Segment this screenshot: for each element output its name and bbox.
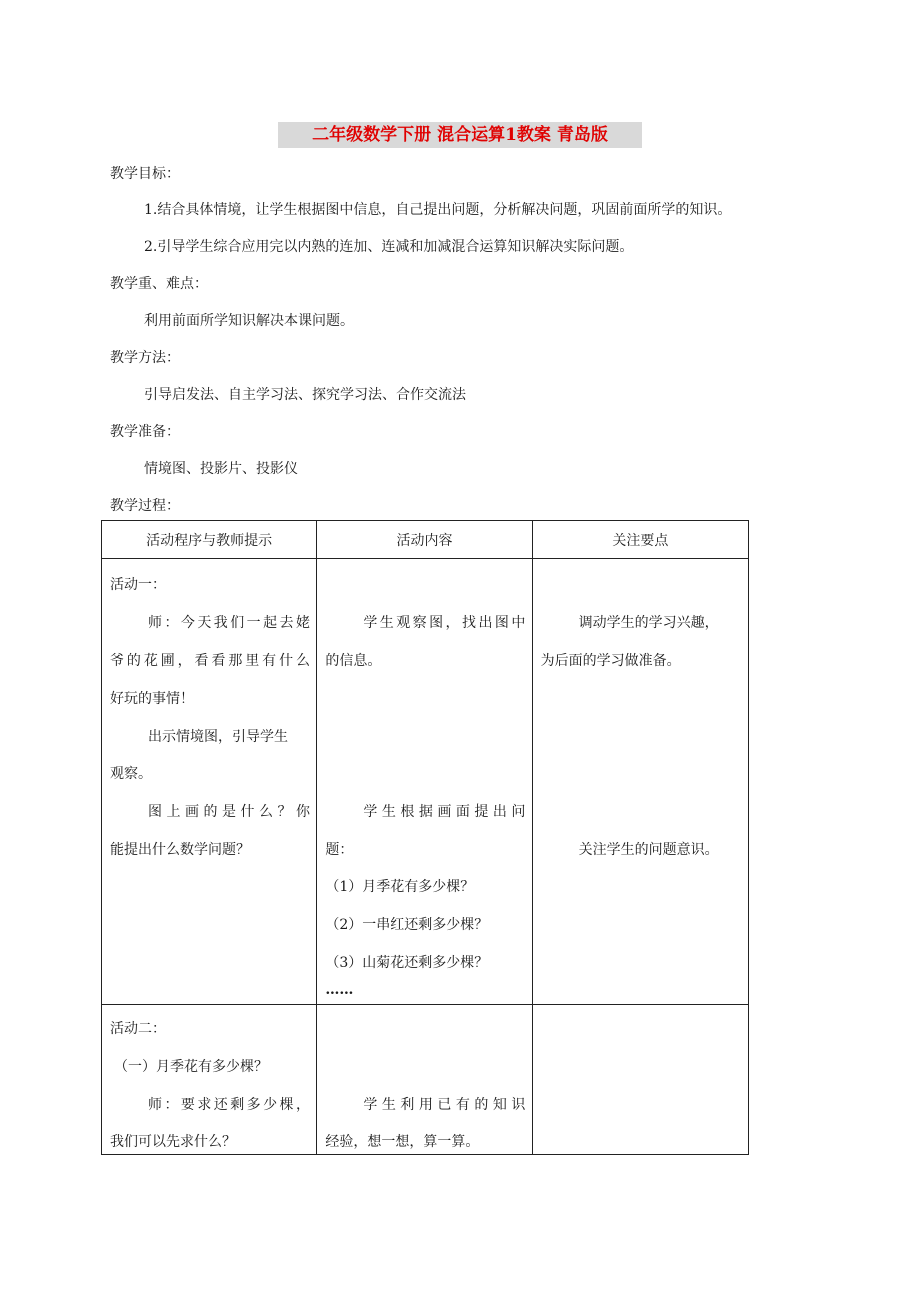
table-header-row	[102, 521, 749, 559]
activity2-procedure-cell	[102, 1005, 317, 1155]
process-heading: 教学过程：	[110, 498, 180, 514]
ellipsis: ……	[325, 982, 354, 998]
text-line: 观察。	[110, 766, 152, 782]
text-line: 我们可以先求什么？	[110, 1134, 236, 1150]
objective-2: 2.引导学生综合应用完以内熟的连加、连减和加减混合运算知识解决实际问题。	[144, 239, 634, 255]
keypoints-text: 利用前面所学知识解决本课问题。	[144, 313, 354, 329]
activity1-procedure-cell	[102, 559, 317, 1005]
text-line: 能提出什么数学问题？	[110, 842, 250, 858]
text-line: 爷的花圃，看看那里有什么	[110, 653, 310, 669]
question-1: （1）月季花有多少棵？	[325, 879, 475, 895]
header-procedure: 活动程序与教师提示	[102, 521, 317, 559]
text-line: 学生观察图，找出图中	[363, 615, 526, 631]
text-line: 师：今天我们一起去姥	[148, 615, 310, 631]
text-line: 出示情境图，引导学生	[148, 729, 288, 745]
text-line: 题：	[325, 842, 354, 858]
question-2: （2）一串红还剩多少棵？	[325, 917, 489, 933]
header-content: 活动内容	[317, 521, 532, 559]
activity1-content-cell	[317, 559, 532, 1005]
activity2-subheading: （一）月季花有多少棵？	[114, 1059, 268, 1075]
header-focus: 关注要点	[532, 521, 748, 559]
process-table	[101, 520, 749, 1155]
text-line: 学生根据画面提出问	[363, 804, 526, 820]
methods-heading: 教学方法：	[110, 350, 180, 366]
text-line: 关注学生的问题意识。	[578, 842, 719, 858]
text-line: 师：要求还剩多少棵，	[148, 1097, 310, 1113]
activity2-label: 活动二：	[110, 1021, 166, 1037]
prep-heading: 教学准备：	[110, 424, 180, 440]
activity1-focus-cell	[532, 559, 748, 1005]
text-line: 为后面的学习做准备。	[540, 653, 681, 669]
document-title: 二年级数学下册 混合运算1教案 青岛版	[278, 122, 642, 148]
prep-text: 情境图、投影片、投影仪	[144, 461, 298, 477]
activity1-label: 活动一：	[110, 577, 166, 593]
activity2-content-cell	[317, 1005, 532, 1155]
text-line: 经验，想一想，算一算。	[325, 1134, 480, 1150]
keypoints-heading: 教学重、难点：	[110, 276, 208, 292]
text-line: 好玩的事情！	[110, 691, 194, 707]
methods-text: 引导启发法、自主学习法、探究学习法、合作交流法	[144, 387, 466, 403]
text-line: 图上画的是什么？你	[148, 804, 310, 820]
question-3: （3）山菊花还剩多少棵？	[325, 955, 489, 971]
text-line: 学生利用已有的知识	[363, 1097, 526, 1113]
objective-1: 1.结合具体情境，让学生根据图中信息，自己提出问题，分析解决问题，巩固前面所学的知识。	[144, 202, 732, 218]
text-line: 调动学生的学习兴趣，	[578, 615, 719, 631]
activity2-focus-cell	[532, 1005, 748, 1155]
objectives-heading: 教学目标：	[110, 166, 180, 182]
table-row	[102, 1005, 749, 1155]
table-row	[102, 559, 749, 1005]
text-line: 的信息。	[325, 653, 382, 669]
